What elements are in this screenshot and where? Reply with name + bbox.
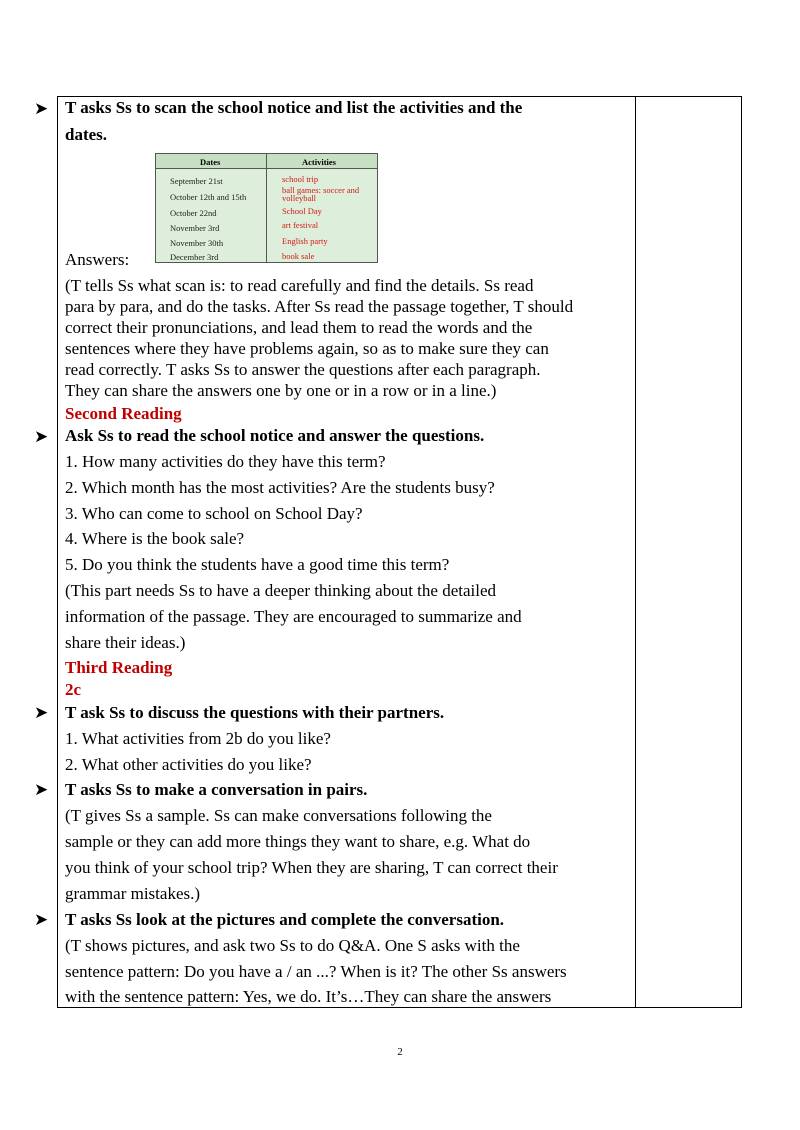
arrow-bullet-icon: ➤: [34, 703, 49, 723]
mini-activity: English party: [282, 236, 328, 246]
mini-activity: book sale: [282, 251, 315, 261]
mini-activity: art festival: [282, 220, 319, 230]
table-column-divider: [635, 96, 636, 1008]
para2-line: (This part needs Ss to have a deeper thinking about the detailed: [65, 581, 497, 600]
para5-line: (T shows pictures, and ask two Ss to do Q&A. One S asks with the: [65, 936, 520, 955]
question-item: 1. How many activities do they have this term?: [65, 452, 386, 471]
para5-line: with the sentence pattern: Yes, we do. It’s…They can share the answers: [65, 987, 552, 1006]
para1-line: They can share the answers one by one or in a row or in a line.): [65, 381, 497, 400]
question-item: 2. Which month has the most activities? Are the students busy?: [65, 478, 495, 497]
task-answer-questions: Ask Ss to read the school notice and answer the questions.: [65, 426, 485, 445]
mini-activity: school trip: [282, 174, 319, 184]
arrow-bullet-icon: ➤: [34, 910, 49, 930]
mini-date: November 30th: [170, 238, 224, 248]
arrow-bullet-icon: ➤: [34, 427, 49, 447]
para2-line: information of the passage. They are encouraged to summarize and: [65, 607, 522, 626]
mini-date: November 3rd: [170, 223, 220, 233]
arrow-bullet-icon: ➤: [34, 99, 49, 119]
para1-line: correct their pronunciations, and lead them to read the words and the: [65, 318, 533, 337]
mini-date: December 3rd: [170, 252, 219, 262]
question-item: 5. Do you think the students have a good time this term?: [65, 555, 450, 574]
question-item: 4. Where is the book sale?: [65, 529, 245, 548]
question-item: 3. Who can come to school on School Day?: [65, 504, 363, 523]
discuss-question: 2. What other activities do you like?: [65, 755, 312, 774]
task-conversation: T asks Ss to make a conversation in pairs.: [65, 780, 368, 799]
discuss-question: 1. What activities from 2b do you like?: [65, 729, 331, 748]
para1-line: para by para, and do the tasks. After Ss read the passage together, T should: [65, 297, 574, 316]
para5-line: sentence pattern: Do you have a / an ...? When is it? The other Ss answers: [65, 962, 567, 981]
task-complete-conversation: T asks Ss look at the pictures and complete the conversation.: [65, 910, 505, 929]
activities-table-image: [155, 153, 378, 263]
mini-header-dates: Dates: [200, 157, 221, 167]
mini-date: October 12th and 15th: [170, 192, 247, 202]
task-discuss: T ask Ss to discuss the questions with their partners.: [65, 703, 445, 722]
mini-table-divider: [266, 154, 267, 262]
para1-line: sentences where they have problems again, so as to make sure they can: [65, 339, 549, 358]
mini-activity: ball games: soccer and volleyball: [282, 185, 360, 203]
second-reading-heading: Second Reading: [65, 404, 182, 423]
mini-header-activities: Activities: [302, 157, 336, 167]
task-scan-line1: T asks Ss to scan the school notice and list the activities and the: [65, 98, 523, 117]
mini-activity: School Day: [282, 206, 322, 216]
mini-date: October 22nd: [170, 208, 217, 218]
para4-line: you think of your school trip? When they are sharing, T can correct their: [65, 858, 558, 877]
para1-line: read correctly. T asks Ss to answer the questions after each paragraph.: [65, 360, 541, 379]
para4-line: (T gives Ss a sample. Ss can make conversations following the: [65, 806, 492, 825]
third-reading-heading: Third Reading: [65, 658, 173, 677]
para4-line: grammar mistakes.): [65, 884, 201, 903]
para1-line: (T tells Ss what scan is: to read carefully and find the details. Ss read: [65, 276, 534, 295]
task-scan-line2: dates.: [65, 125, 108, 144]
para4-line: sample or they can add more things they want to share, e.g. What do: [65, 832, 531, 851]
section-2c-label: 2c: [65, 680, 82, 699]
arrow-bullet-icon: ➤: [34, 780, 49, 800]
para2-line: share their ideas.): [65, 633, 186, 652]
page-number: 2: [397, 1046, 403, 1058]
mini-date: September 21st: [170, 176, 223, 186]
answers-label: Answers:: [65, 250, 130, 269]
